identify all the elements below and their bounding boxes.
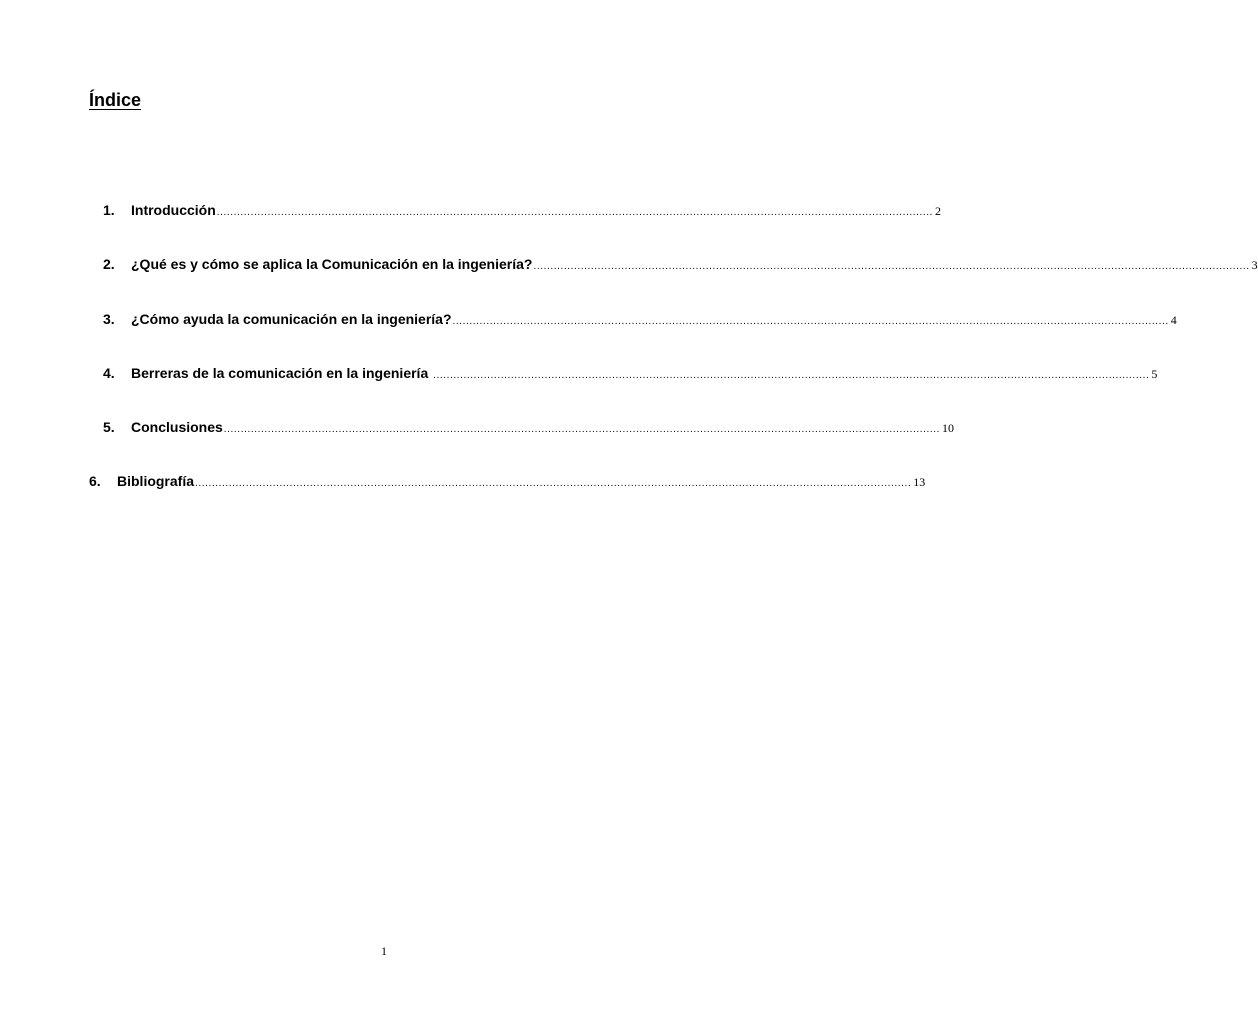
page-title: Índice <box>89 90 142 110</box>
toc-entry[interactable] <box>103 256 1258 276</box>
toc-entry-page: 5 <box>1151 367 1158 381</box>
toc-entry-number: 4. <box>103 365 115 381</box>
toc-entry-page: 4 <box>1170 313 1177 327</box>
toc-dot-leader: .................................................................................................................................................................................................................... <box>195 478 912 489</box>
toc-dot-leader: .................................................................................................................................................................................................................... <box>452 316 1169 327</box>
page-number: 1 <box>381 944 387 958</box>
toc-entry-label: Bibliografía <box>117 473 195 489</box>
toc-entry-page: 2 <box>934 204 941 218</box>
toc-entry-label: ¿Cómo ayuda la comunicación en la ingeniería? <box>131 311 452 327</box>
toc-entry[interactable] <box>103 311 1177 331</box>
toc-entry-number: 3. <box>103 311 115 327</box>
toc-dot-leader: .................................................................................................................................................................................................................... <box>216 207 933 218</box>
toc-entry-page: 13 <box>913 475 926 489</box>
toc-entry[interactable] <box>89 473 926 493</box>
toc-dot-leader: .................................................................................................................................................................................................................... <box>533 261 1250 272</box>
toc-entry[interactable] <box>103 419 954 439</box>
toc-entry-label: ¿Qué es y cómo se aplica la Comunicación en la ingeniería? <box>131 256 533 272</box>
toc-entry-number: 1. <box>103 202 115 218</box>
toc-entry-label: Conclusiones <box>131 419 223 435</box>
toc-dot-leader: .................................................................................................................................................................................................................... <box>433 370 1150 381</box>
toc-entry-number: 5. <box>103 419 115 435</box>
toc-entry-number: 2. <box>103 256 115 272</box>
toc-dot-leader: .................................................................................................................................................................................................................... <box>223 424 940 435</box>
toc-entry-page: 10 <box>942 421 954 435</box>
toc-entry-number: 6. <box>89 473 101 489</box>
toc-entry[interactable] <box>103 202 941 222</box>
toc-entry-label: Berreras de la comunicación en la ingeniería <box>131 365 433 381</box>
toc-entry[interactable] <box>103 365 1158 385</box>
toc-entry-label: Introducción <box>131 202 216 218</box>
toc-entry-page: 3 <box>1251 258 1258 272</box>
